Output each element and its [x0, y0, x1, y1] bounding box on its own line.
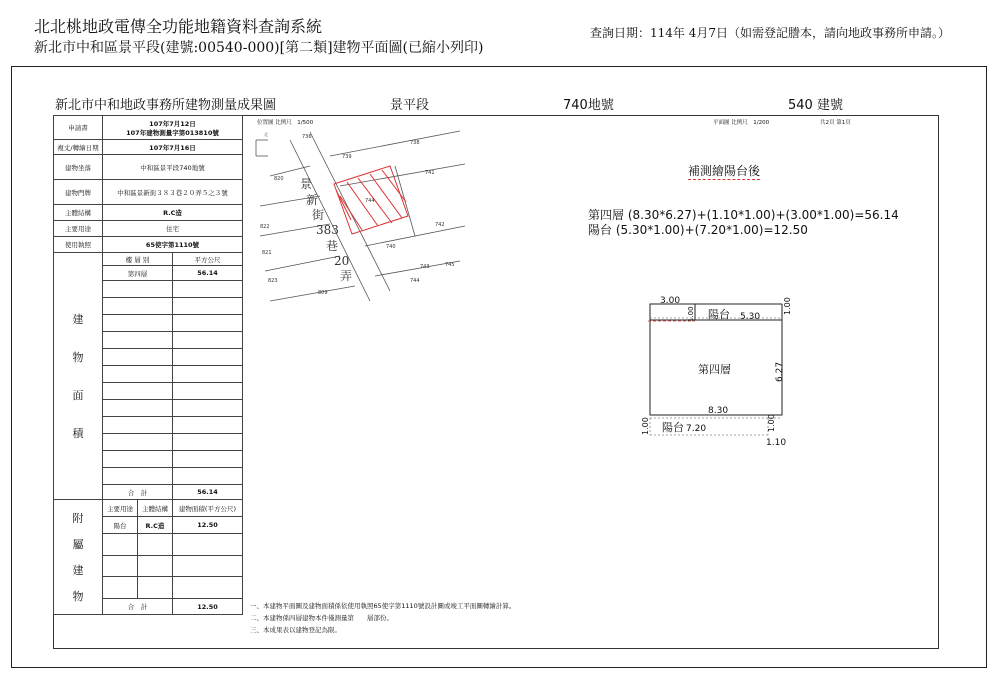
parcel-label: 736	[302, 134, 312, 140]
parcel-label: 821	[262, 250, 272, 256]
lot-number: 740地號	[563, 98, 614, 113]
dim-top: 3.00	[660, 296, 681, 306]
note-3: 三、本成果表以建物登記為限。	[250, 626, 341, 634]
use-value: 住宅	[103, 221, 243, 237]
floor-width: 8.30	[708, 406, 729, 416]
aux-col-struct: 主體結構	[137, 500, 172, 517]
parcel-label: 742	[435, 222, 445, 228]
aux-total-label: 合 計	[103, 599, 173, 615]
floor-height: 6.27	[775, 361, 785, 382]
col-floor: 樓 層 別	[103, 253, 173, 266]
area-formula-balcony: 陽台 (5.30*1.00)+(7.20*1.00)=12.50	[588, 223, 808, 237]
page-title: 北北桃地政電傳全功能地籍資料查詢系統	[34, 17, 323, 36]
note-2: 二、本建物係四層建物本件僅測量第 層部份。	[250, 614, 393, 622]
area-formula-floor: 第四層 (8.30*6.27)+(1.10*1.00)+(3.00*1.00)=56.14	[588, 208, 899, 222]
road-name	[300, 177, 352, 283]
license-value: 65使字第1110號	[103, 237, 243, 253]
bottom-right-dim: 1.10	[766, 438, 787, 448]
parcel-label: 743	[420, 264, 430, 270]
note-1: 一、本建物平面圖及建物面積係依使用執照65使字第1110號設計圖或竣工平面圖轉繪計算。	[250, 602, 516, 610]
balcony-bottom-width: 7.20	[686, 424, 707, 434]
query-date: 查詢日期：114年 4月7日（如需登記謄本，請向地政事務所申請。）	[590, 26, 950, 40]
aux-total: 12.50	[172, 599, 242, 615]
parcel-label: 820	[274, 176, 284, 182]
svg-text:街: 街	[312, 208, 325, 222]
location-label: 建物坐落	[54, 155, 103, 180]
apply-value: 107年7月12日 107年建物測量字第013810號	[103, 116, 243, 140]
parcel-label: 741	[425, 170, 435, 176]
north-label: 北	[264, 132, 268, 137]
parcel-label: 822	[260, 224, 270, 230]
office-title: 新北市中和地政事務所建物測量成果圖	[55, 98, 277, 113]
floor-row-area: 56.14	[172, 266, 242, 281]
parcel-label: 744	[365, 198, 375, 204]
page-subtitle: 新北市中和區景平段(建號:00540-000)[第二類]建物平面圖(已縮小列印)	[34, 40, 484, 56]
location-map	[250, 126, 480, 306]
parcel-label: 809	[318, 290, 328, 296]
license-label: 使用執照	[54, 237, 103, 253]
parcel-label: 740	[386, 244, 396, 250]
structure-value: R.C造	[103, 205, 243, 221]
apply-label: 申請書	[54, 116, 103, 140]
survey-date-value: 107年7月16日	[103, 140, 243, 155]
supplement-note: 補測繪陽台後	[688, 164, 761, 178]
aux-area: 12.50	[172, 517, 242, 534]
location-value: 中和區景平段740地號	[103, 155, 243, 180]
door-value: 中和區景新街３８３巷２０弄５之３號	[103, 180, 243, 205]
door-label: 建物門牌	[54, 180, 103, 205]
col-area: 平方公尺	[172, 253, 242, 266]
parcel-label: 823	[268, 278, 278, 284]
aux-use: 陽台	[103, 517, 138, 534]
svg-text:巷: 巷	[326, 239, 339, 253]
parcel-label: 745	[445, 262, 455, 268]
use-label: 主要用途	[54, 221, 103, 237]
total-value: 56.14	[172, 485, 242, 500]
building-number: 540 建號	[788, 98, 843, 113]
floor-plan	[640, 290, 800, 450]
svg-text:新: 新	[306, 193, 319, 207]
balcony-top-width: 5.30	[740, 312, 761, 322]
section-name: 景平段	[390, 98, 430, 113]
aux-col-use: 主要用途	[103, 500, 138, 517]
svg-text:20: 20	[334, 254, 350, 268]
right-small-dim: 1.00	[767, 414, 776, 432]
floor-row-name: 第四層	[103, 266, 173, 281]
parcel-label: 744	[410, 278, 420, 284]
floor-label: 第四層	[698, 363, 731, 376]
parcel-label: 739	[342, 154, 352, 160]
svg-text:383: 383	[316, 223, 339, 237]
balcony-bottom-label: 陽台	[662, 421, 684, 434]
page-count: 共2頁 第1頁	[820, 120, 851, 126]
aux-struct: R.C造	[137, 517, 172, 534]
svg-text:景: 景	[300, 177, 313, 191]
building-area-vertical: 建 物 面 積	[54, 253, 103, 500]
location-scale-label: 位置圖 比例尺 1/500	[257, 120, 314, 126]
survey-date-label: 複丈/轉繪日期	[54, 140, 103, 155]
structure-label: 主體結構	[54, 205, 103, 221]
parcel-label: 738	[410, 140, 420, 146]
dim-top-right: 1.00	[783, 297, 792, 315]
balcony-top-label: 陽台	[708, 308, 730, 321]
top-small-dim: 1.00	[687, 306, 695, 322]
building-info-table	[53, 115, 243, 615]
left-small-dim: 1.00	[641, 417, 650, 435]
aux-building-vertical: 附 屬 建 物	[54, 500, 103, 615]
total-label: 合 計	[103, 485, 173, 500]
aux-col-area: 建物面積(平方公尺)	[172, 500, 242, 517]
plan-scale-label: 平面圖 比例尺 1/200	[713, 120, 770, 126]
svg-text:弄: 弄	[340, 269, 353, 283]
